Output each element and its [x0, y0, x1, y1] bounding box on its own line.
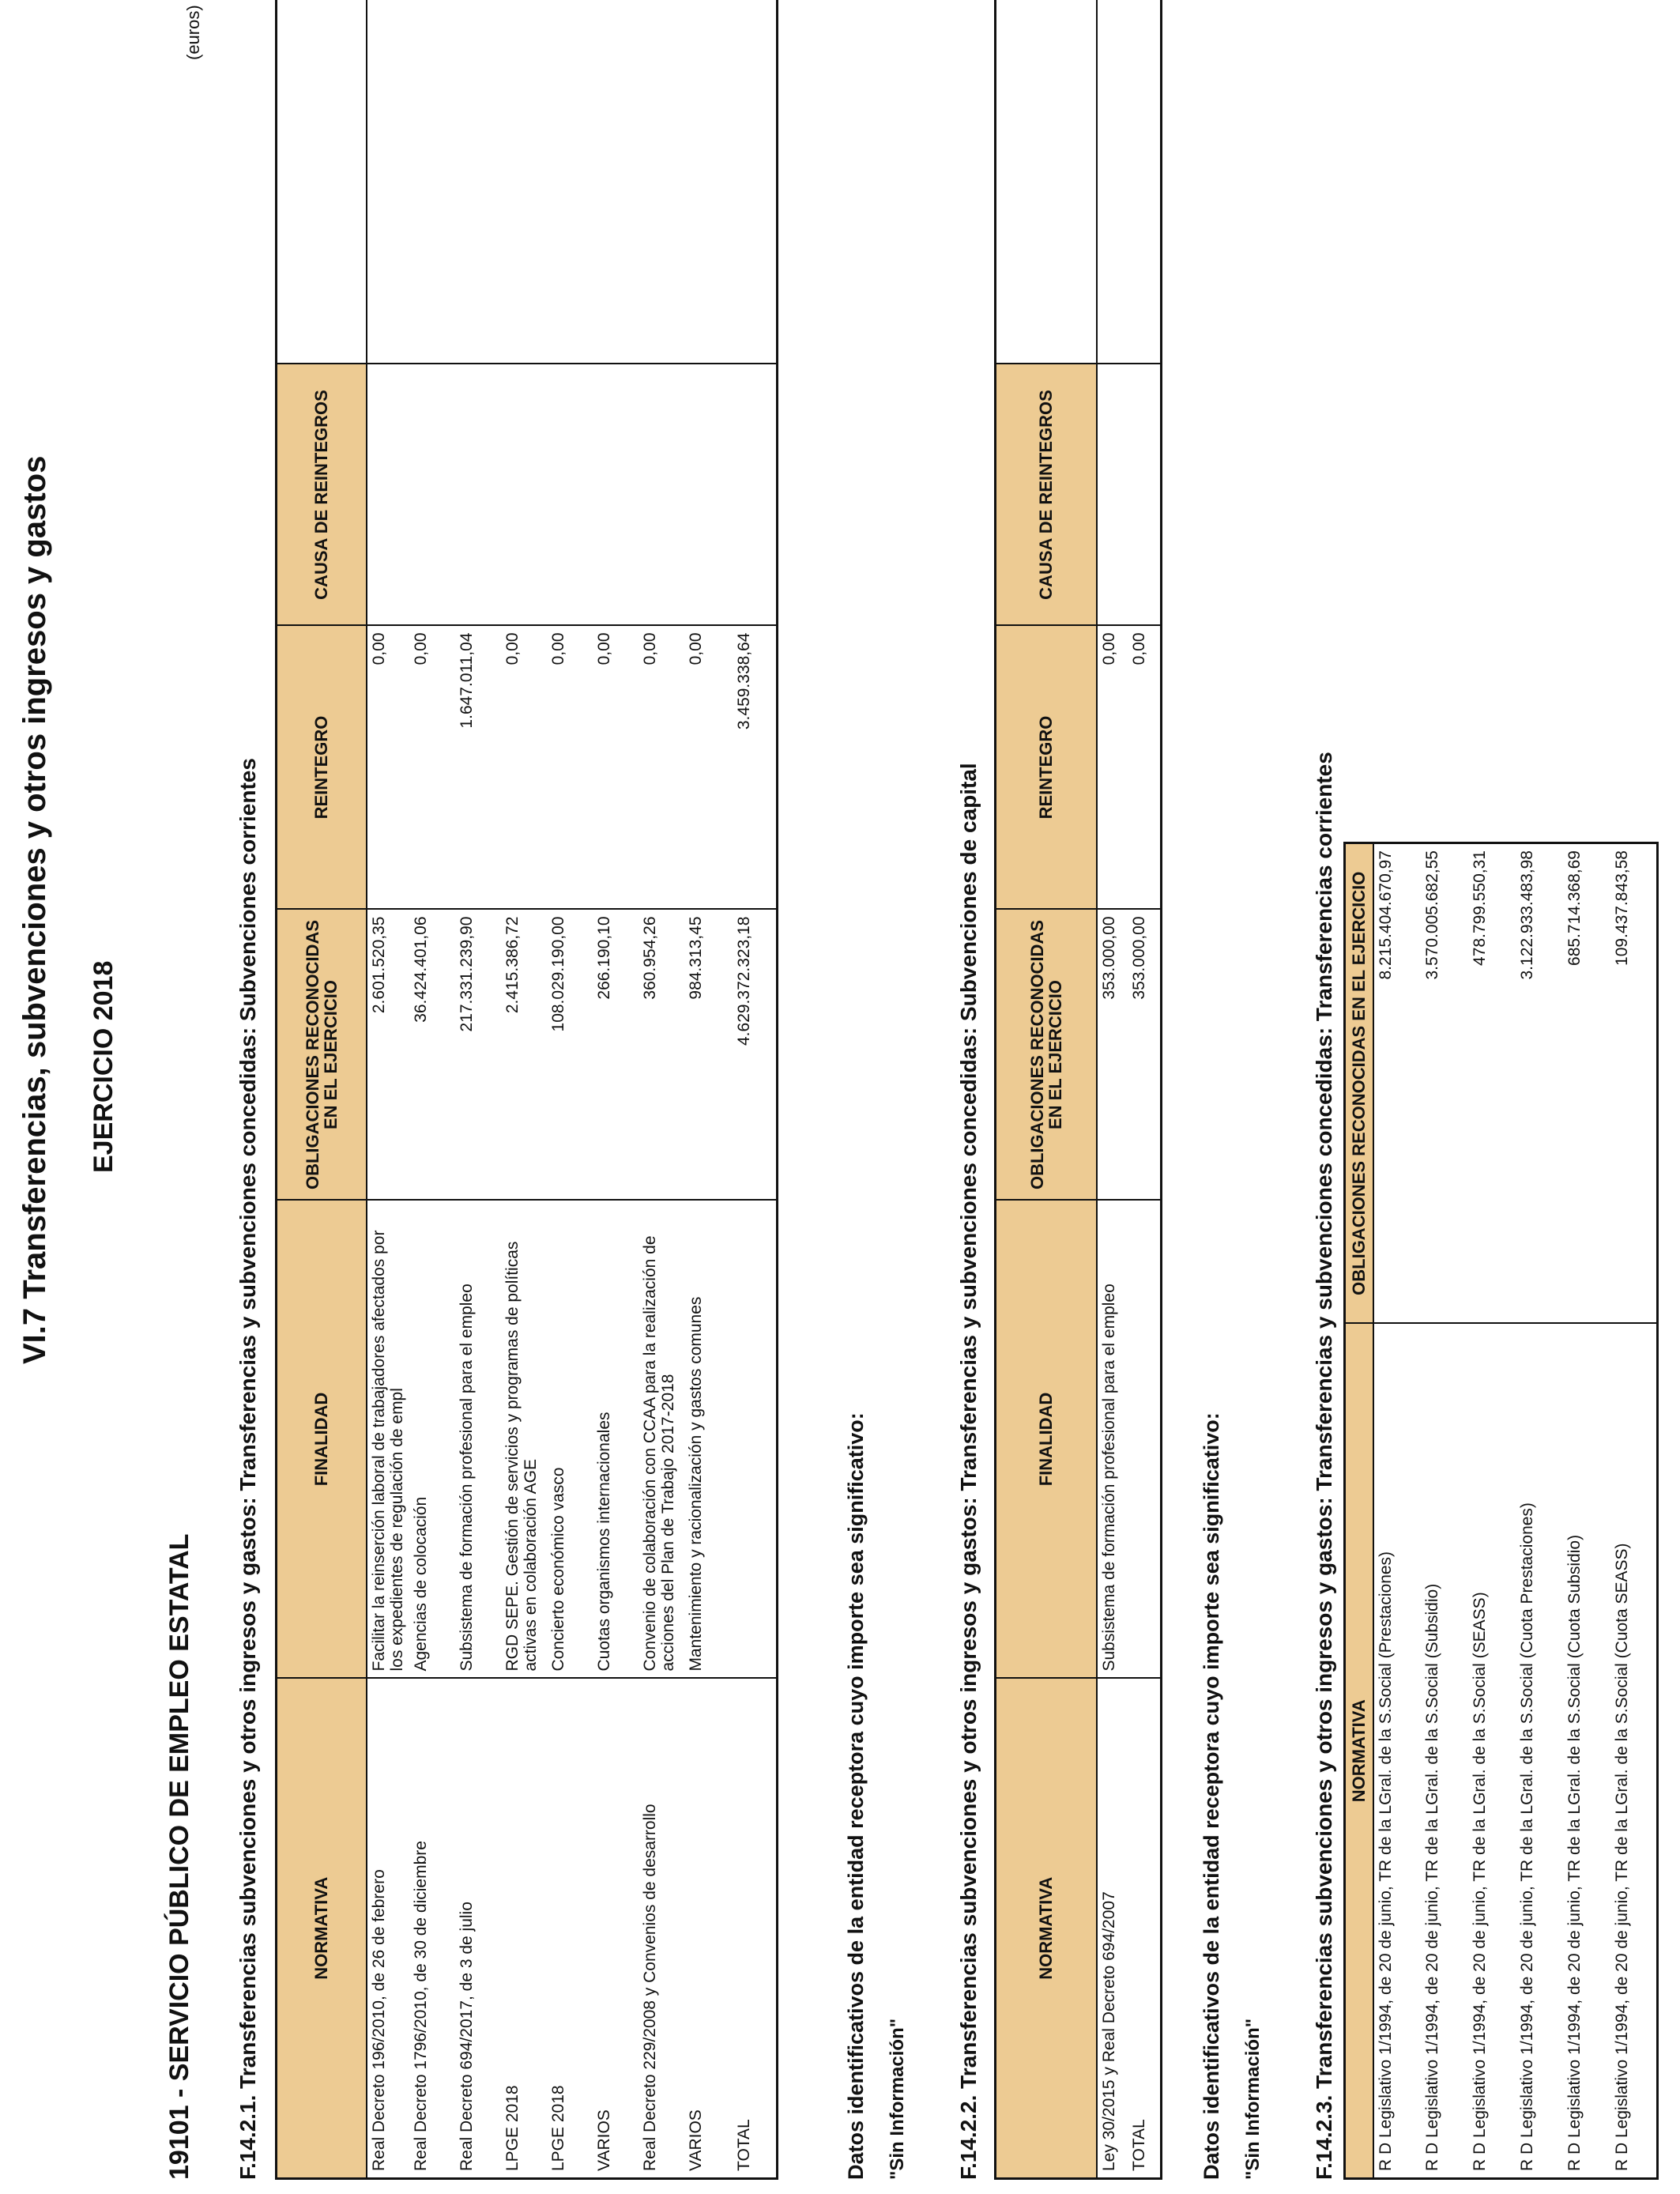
cell-obligaciones: 108.029.190,00: [547, 910, 593, 1201]
table-row: [1516, 843, 1563, 2179]
col-header-reintegro: REINTEGRO: [277, 626, 367, 910]
cell-blank: [638, 0, 684, 364]
cell-finalidad: Mantenimiento y racionalización y gastos comunes: [684, 1201, 730, 1679]
cell-normativa: Real Decreto 694/2017, de 3 de julio: [455, 1679, 501, 2179]
cell-reintegro: 0,00: [638, 626, 684, 910]
cell-causa: [1097, 364, 1125, 626]
section1-sin-info: "Sin Información": [887, 2018, 908, 2180]
cell-reintegro: 0,00: [501, 626, 547, 910]
section2-sin-info: "Sin Información": [1242, 2018, 1264, 2180]
cell-causa: [638, 364, 684, 626]
section2-datos-label: Datos identificativos de la entidad receptora cuyo importe sea significativo:: [1200, 1412, 1223, 2180]
cell-obligaciones: 353.000,00: [1097, 910, 1125, 1201]
cell-finalidad: Subsistema de formación profesional para el empleo: [455, 1201, 501, 1679]
cell-normativa: R D Legislativo 1/1994, de 20 de junio, TR de la LGral. de la S.Social (Subsidio): [1421, 1324, 1468, 2179]
cell-finalidad: RGD SEPE. Gestión de servicios y programas de políticas activas en colaboración AGE: [501, 1201, 547, 1679]
cell-reintegro: 0,00: [409, 626, 455, 910]
total-obligaciones: 353.000,00: [1125, 910, 1162, 1201]
cell-reintegro: 0,00: [367, 626, 409, 910]
cell-blank: [1125, 0, 1162, 364]
col-header-obligaciones: OBLIGACIONES RECONOCIDAS EN EL EJERCICIO: [996, 910, 1097, 1201]
cell-obligaciones: 2.601.520,35: [367, 910, 409, 1201]
col-header-normativa: NORMATIVA: [996, 1679, 1097, 2179]
cell-blank: [684, 0, 730, 364]
cell-finalidad: Convenio de colaboración con CCAA para la realización de acciones del Plan de Trabajo 2017-2018: [638, 1201, 684, 1679]
section1-table: [275, 0, 778, 2180]
table-row: [1468, 843, 1516, 2179]
cell-causa: [684, 364, 730, 626]
cell-obligaciones: 3.570.005.682,55: [1421, 843, 1468, 1324]
col-header-finalidad: FINALIDAD: [996, 1201, 1097, 1679]
header-blank-cell: [996, 0, 1097, 364]
cell-normativa: R D Legislativo 1/1994, de 20 de junio, TR de la LGral. de la S.Social (Cuota Subsidio): [1563, 1324, 1610, 2179]
col-header-normativa: NORMATIVA: [1345, 1324, 1373, 2179]
cell-obligaciones: 266.190,10: [593, 910, 638, 1201]
total-reintegro: 0,00: [1125, 626, 1162, 910]
cell-normativa: R D Legislativo 1/1994, de 20 de junio, TR de la LGral. de la S.Social (SEASS): [1468, 1324, 1516, 2179]
cell-normativa: Ley 30/2015 y Real Decreto 694/2007: [1097, 1679, 1125, 2179]
table-row: [547, 0, 593, 2179]
organismo-heading: 19101 - SERVICIO PÚBLICO DE EMPLEO ESTATAL: [164, 1533, 194, 2180]
cell-causa: [409, 364, 455, 626]
cell-normativa: VARIOS: [593, 1679, 638, 2179]
cell-reintegro: 0,00: [1097, 626, 1125, 910]
cell-normativa: Real Decreto 229/2008 y Convenios de desarrollo: [638, 1679, 684, 2179]
cell-blank: [367, 0, 409, 364]
section2-table: [994, 0, 1162, 2180]
table-row: [409, 0, 455, 2179]
table-row: [455, 0, 501, 2179]
cell-normativa: LPGE 2018: [501, 1679, 547, 2179]
cell-reintegro: 0,00: [547, 626, 593, 910]
cell-finalidad: [730, 1201, 778, 1679]
cell-blank: [501, 0, 547, 364]
cell-obligaciones: 2.415.386,72: [501, 910, 547, 1201]
currency-note: (euros): [183, 5, 203, 60]
table-row: [593, 0, 638, 2179]
total-row: [730, 0, 778, 2179]
cell-causa: [730, 364, 778, 626]
cell-finalidad: Cuotas organismos internacionales: [593, 1201, 638, 1679]
cell-causa: [1125, 364, 1162, 626]
cell-obligaciones: 217.331.239,90: [455, 910, 501, 1201]
total-reintegro: 3.459.338,64: [730, 626, 778, 910]
cell-blank: [1097, 0, 1125, 364]
cell-finalidad: Subsistema de formación profesional para el empleo: [1097, 1201, 1125, 1679]
cell-causa: [455, 364, 501, 626]
total-obligaciones: 4.629.372.323,18: [730, 910, 778, 1201]
cell-normativa: Real Decreto 1796/2010, de 30 de diciembre: [409, 1679, 455, 2179]
section2-title: F.14.2.2. Transferencias subvenciones y otros ingresos y gastos: Transferencias y subvenciones concedidas: Subvenciones de capital: [956, 763, 981, 2180]
cell-obligaciones: 36.424.401,06: [409, 910, 455, 1201]
col-header-finalidad: FINALIDAD: [277, 1201, 367, 1679]
cell-reintegro: 0,00: [684, 626, 730, 910]
cell-normativa: R D Legislativo 1/1994, de 20 de junio, TR de la LGral. de la S.Social (Prestaciones): [1373, 1324, 1421, 2179]
cell-finalidad: Facilitar la reinserción laboral de trabajadores afectados por los expedientes de regulación de empl: [367, 1201, 409, 1679]
col-header-causa: CAUSA DE REINTEGROS: [996, 364, 1097, 626]
cell-causa: [593, 364, 638, 626]
cell-blank: [547, 0, 593, 364]
cell-normativa: R D Legislativo 1/1994, de 20 de junio, TR de la LGral. de la S.Social (Cuota Prestaciones): [1516, 1324, 1563, 2179]
header-blank-cell: [277, 0, 367, 364]
cell-obligaciones: 685.714.368,69: [1563, 843, 1610, 1324]
ejercicio-heading: EJERCICIO 2018: [89, 960, 119, 1173]
cell-finalidad: Concierto económico vasco: [547, 1201, 593, 1679]
cell-normativa: R D Legislativo 1/1994, de 20 de junio, TR de la LGral. de la S.Social (Cuota SEASS): [1610, 1324, 1658, 2179]
cell-blank: [593, 0, 638, 364]
cell-causa: [547, 364, 593, 626]
table-row: [638, 0, 684, 2179]
col-header-obligaciones: OBLIGACIONES RECONOCIDAS EN EL EJERCICIO: [1345, 843, 1373, 1324]
cell-blank: [455, 0, 501, 364]
table-row: [1421, 843, 1468, 2179]
total-label: TOTAL: [730, 1679, 778, 2179]
table-row: [1563, 843, 1610, 2179]
col-header-causa: CAUSA DE REINTEGROS: [277, 364, 367, 626]
col-header-normativa: NORMATIVA: [277, 1679, 367, 2179]
cell-normativa: LPGE 2018: [547, 1679, 593, 2179]
section3-table: [1343, 842, 1659, 2180]
table-row: [367, 0, 409, 2179]
table-row: [1610, 843, 1658, 2179]
cell-blank: [730, 0, 778, 364]
cell-blank: [409, 0, 455, 364]
table-row: [1097, 0, 1125, 2179]
total-row: [1125, 0, 1162, 2179]
cell-obligaciones: 360.954,26: [638, 910, 684, 1201]
total-label: TOTAL: [1125, 1679, 1162, 2179]
table-row: [684, 0, 730, 2179]
cell-normativa: Real Decreto 196/2010, de 26 de febrero: [367, 1679, 409, 2179]
cell-causa: [367, 364, 409, 626]
cell-reintegro: 0,00: [593, 626, 638, 910]
cell-obligaciones: 478.799.550,31: [1468, 843, 1516, 1324]
col-header-reintegro: REINTEGRO: [996, 626, 1097, 910]
cell-obligaciones: 109.437.843,58: [1610, 843, 1658, 1324]
section3-title: F.14.2.3. Transferencias subvenciones y otros ingresos y gastos: Transferencias y subvenciones concedidas: Transferencias corrientes: [1312, 752, 1336, 2180]
section1-title: F.14.2.1. Transferencias subvenciones y otros ingresos y gastos: Transferencias y subvenciones concedidas: Subvenciones corrientes: [235, 758, 260, 2180]
page-title: VI.7 Transferencias, subvenciones y otros ingresos y gastos: [17, 455, 52, 1364]
table-row: [1373, 843, 1421, 2179]
section1-datos-label: Datos identificativos de la entidad receptora cuyo importe sea significativo:: [844, 1412, 868, 2180]
cell-normativa: VARIOS: [684, 1679, 730, 2179]
cell-causa: [501, 364, 547, 626]
cell-obligaciones: 8.215.404.670,97: [1373, 843, 1421, 1324]
cell-reintegro: 1.647.011,04: [455, 626, 501, 910]
col-header-obligaciones: OBLIGACIONES RECONOCIDAS EN EL EJERCICIO: [277, 910, 367, 1201]
table-row: [501, 0, 547, 2179]
cell-finalidad: [1125, 1201, 1162, 1679]
cell-obligaciones: 984.313,45: [684, 910, 730, 1201]
cell-obligaciones: 3.122.933.483,98: [1516, 843, 1563, 1324]
cell-finalidad: Agencias de colocación: [409, 1201, 455, 1679]
